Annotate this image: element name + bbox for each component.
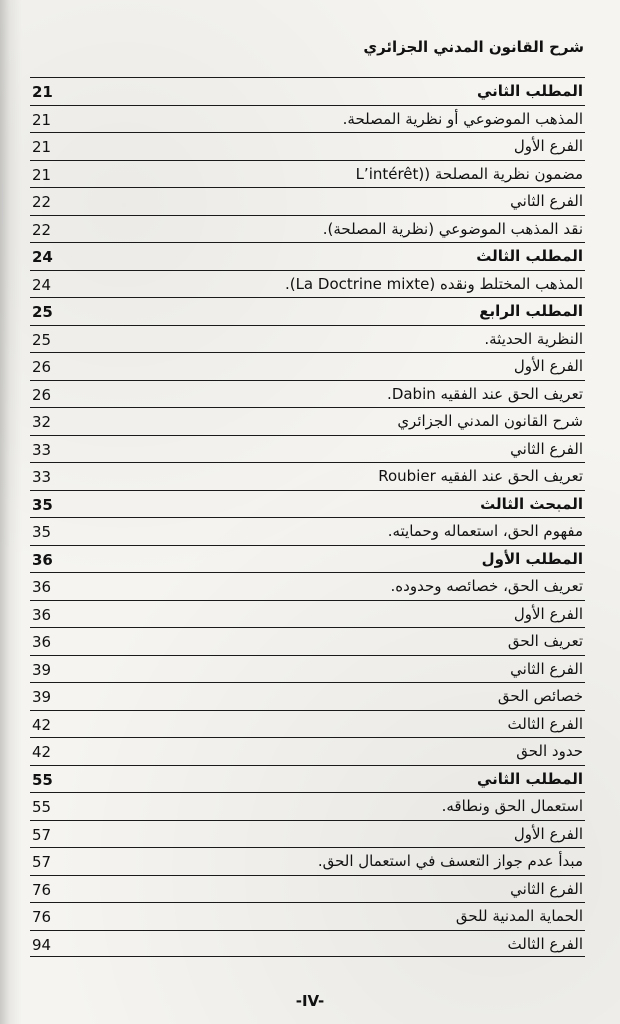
toc-row <box>30 627 585 655</box>
toc-row <box>30 160 585 188</box>
toc-row <box>30 215 585 243</box>
toc-row <box>30 325 585 353</box>
toc-entry-page: 36 <box>32 605 52 624</box>
toc-entry-title: الفرع الثالث <box>507 934 583 953</box>
toc-entry-title: حدود الحق <box>516 742 583 760</box>
toc-entry-page: 94 <box>32 935 52 954</box>
toc-entry-title: الفرع الأول <box>513 357 583 375</box>
toc-entry-title: المطلب الأول <box>481 549 583 568</box>
toc-entry-page: 57 <box>32 825 52 844</box>
toc-entry-title: الفرع الثاني <box>510 879 583 898</box>
toc-entry-page: 39 <box>32 688 52 706</box>
toc-entry-page: 36 <box>32 578 52 596</box>
toc-entry-title: مفهوم الحق، استعماله وحمايته. <box>387 522 583 540</box>
toc-entry-page: 22 <box>32 193 52 211</box>
toc-entry-title: تعريف الحق، خصائصه وحدوده. <box>390 577 583 595</box>
toc-entry-title: شرح القانون المدني الجزائري <box>397 412 583 430</box>
toc-entry-page: 36 <box>32 550 53 569</box>
toc-entry-page: 76 <box>32 880 52 899</box>
toc-row <box>30 875 585 903</box>
toc-entry-title: المبحث الثالث <box>480 494 583 513</box>
toc-entry-page: 33 <box>32 468 52 486</box>
toc-row <box>30 765 585 793</box>
toc-entry-title: الحماية المدنية للحق <box>455 907 583 925</box>
toc-row <box>30 242 585 270</box>
page-number-footer: -IV- <box>295 992 325 1010</box>
toc-entry-page: 26 <box>32 358 52 376</box>
toc-entry-title: النظرية الحديثة. <box>484 329 583 348</box>
toc-entry-page: 26 <box>32 385 52 404</box>
toc-row <box>30 600 585 628</box>
toc-row <box>30 77 585 105</box>
toc-entry-page: 35 <box>32 523 52 541</box>
toc-row <box>30 682 585 710</box>
toc-entry-page: 21 <box>32 83 53 101</box>
toc-row <box>30 710 585 738</box>
toc-row <box>30 462 585 490</box>
toc-row <box>30 132 585 160</box>
toc-entry-title: الفرع الثالث <box>507 714 583 733</box>
running-header: شرح القانون المدني الجزائري <box>363 38 584 56</box>
toc-entry-page: 36 <box>32 633 52 651</box>
toc-entry-title: تعريف الحق عند الفقيه Dabin. <box>387 384 583 403</box>
toc-row <box>30 820 585 848</box>
toc-entry-title: الفرع الأول <box>513 824 583 843</box>
toc-entry-title: استعمال الحق ونطاقه. <box>441 797 583 815</box>
toc-entry-title: الفرع الأول <box>513 137 583 155</box>
toc-entry-title: المطلب الثالث <box>476 247 583 265</box>
toc-row <box>30 655 585 683</box>
toc-entry-title: الفرع الثاني <box>510 192 583 210</box>
toc-entry-title: الفرع الثاني <box>510 659 583 678</box>
toc-row <box>30 490 585 518</box>
toc-row <box>30 352 585 380</box>
toc-row <box>30 930 585 958</box>
toc-entry-page: 57 <box>32 853 52 871</box>
toc-entry-title: المذهب المختلط ونقده (La Doctrine mixte). <box>284 274 583 293</box>
toc-entry-page: 33 <box>32 440 52 459</box>
toc-entry-title: تعريف الحق عند الفقيه Roubier <box>378 467 583 485</box>
toc-entry-page: 25 <box>32 303 53 321</box>
toc-entry-title: مبدأ عدم جواز التعسف في استعمال الحق. <box>317 852 583 870</box>
toc-entry-page: 35 <box>32 495 53 514</box>
toc-entry-page: 42 <box>32 715 52 734</box>
toc-row <box>30 792 585 820</box>
toc-entry-page: 21 <box>32 165 52 184</box>
toc-row <box>30 105 585 133</box>
toc-entry-title: نقد المذهب الموضوعي (نظرية المصلحة). <box>322 219 583 238</box>
toc-entry-title: الفرع الثاني <box>510 439 583 458</box>
toc-entry-title: الفرع الأول <box>513 604 583 623</box>
toc-entry-title: خصائص الحق <box>497 687 583 705</box>
toc-entry-title: مضمون نظرية المصلحة ((L’intérêt <box>355 164 583 183</box>
toc-entry-page: 55 <box>32 770 53 789</box>
toc-entry-page: 76 <box>32 908 52 926</box>
toc-row <box>30 380 585 408</box>
toc-entry-page: 24 <box>32 248 53 266</box>
toc-row <box>30 545 585 573</box>
toc-row <box>30 187 585 215</box>
toc-row <box>30 517 585 545</box>
toc-entry-title: المطلب الرابع <box>479 302 583 320</box>
toc-row <box>30 572 585 600</box>
toc-entry-title: تعريف الحق <box>507 632 583 650</box>
toc-row <box>30 270 585 298</box>
toc-row <box>30 297 585 325</box>
toc-row <box>30 407 585 435</box>
toc-entry-page: 25 <box>32 330 52 349</box>
toc-entry-title: المطلب الثاني <box>476 82 583 100</box>
toc-entry-page: 22 <box>32 220 52 239</box>
toc-row <box>30 737 585 765</box>
toc-entry-page: 21 <box>32 110 52 129</box>
toc-entry-page: 42 <box>32 743 52 761</box>
toc-entry-page: 24 <box>32 275 52 294</box>
table-of-contents <box>30 77 585 957</box>
toc-row <box>30 847 585 875</box>
toc-entry-page: 32 <box>32 413 52 431</box>
toc-entry-page: 39 <box>32 660 52 679</box>
toc-row <box>30 902 585 930</box>
toc-entry-page: 21 <box>32 138 52 156</box>
toc-entry-title: المذهب الموضوعي أو نظرية المصلحة. <box>342 109 583 128</box>
toc-entry-title: المطلب الثاني <box>476 769 583 788</box>
toc-row <box>30 435 585 463</box>
toc-entry-page: 55 <box>32 798 52 816</box>
